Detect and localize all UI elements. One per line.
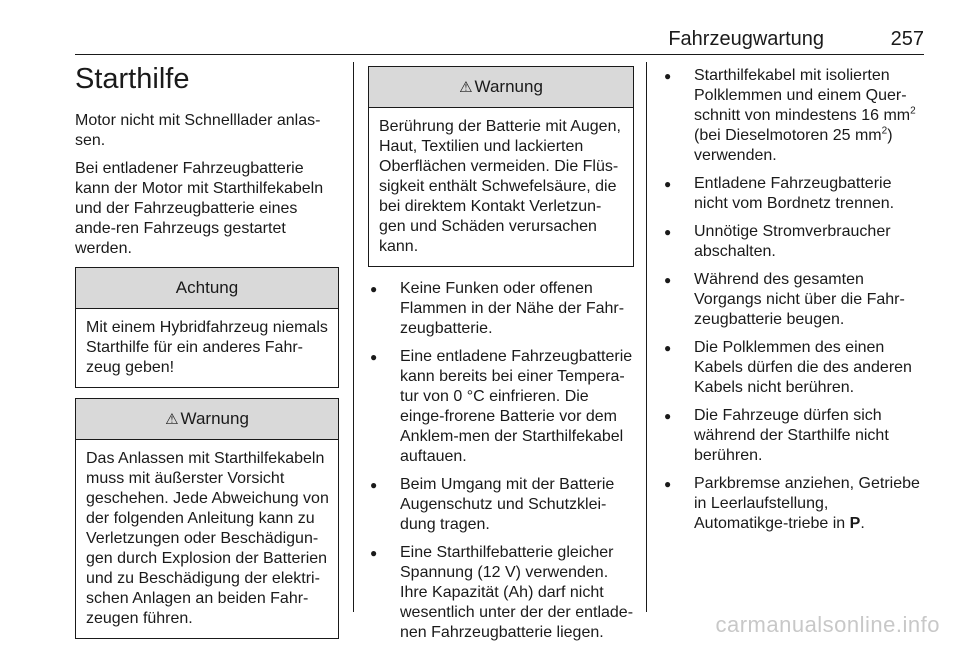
bullet-icon: ● xyxy=(664,409,672,423)
bullet-list xyxy=(662,66,924,534)
warning-triangle-icon: ⚠ xyxy=(165,411,179,428)
list-item xyxy=(662,270,924,330)
bullet-icon: ● xyxy=(370,350,378,364)
list-item xyxy=(662,174,924,214)
column-divider xyxy=(353,62,354,612)
warning-triangle-icon: ⚠ xyxy=(459,79,473,96)
notice-title: Achtung xyxy=(76,268,338,309)
column-divider xyxy=(646,62,647,612)
list-item-text: Eine Starthilfebatterie gleicher Spannung (12 V) verwenden. Ihre Kapazität (Ah) darf nicht wesentlich unter der der entlade-nen Fahrzeugbatterie liegen. xyxy=(400,544,634,641)
bullet-icon: ● xyxy=(370,282,378,296)
warning-box xyxy=(368,66,634,267)
list-item-text: Die Polklemmen des einen Kabels dürfen die des anderen Kabels nicht berühren. xyxy=(694,339,912,396)
list-item-text: Parkbremse anziehen, Getriebe in Leerlaufstellung, Automatikge-triebe in P. xyxy=(694,475,920,532)
page-header xyxy=(75,20,924,55)
bullet-icon: ● xyxy=(664,225,672,239)
bullet-icon: ● xyxy=(664,273,672,287)
column-middle xyxy=(368,62,634,651)
bullet-icon: ● xyxy=(664,69,672,83)
bullet-icon: ● xyxy=(664,177,672,191)
list-item-text: Unnötige Stromverbraucher abschalten. xyxy=(694,223,891,260)
warning-box xyxy=(75,398,339,639)
watermark: carmanualsonline.info xyxy=(715,612,940,637)
list-item-text: Beim Umgang mit der Batterie Augenschutz und Schutzklei-dung tragen. xyxy=(400,476,615,533)
warning-title xyxy=(369,67,633,108)
warning-title-label: Warnung xyxy=(474,77,543,96)
bullet-icon: ● xyxy=(664,341,672,355)
list-item-text: Eine entladene Fahrzeugbatterie kann bereits bei einer Tempera-tur von 0 °C einfrieren. Die einge-frorene Batterie vor dem Anklem-men der Starthilfekabel auftauen. xyxy=(400,348,633,465)
list-item xyxy=(662,406,924,466)
list-item-text: Keine Funken oder offenen Flammen in der Nähe der Fahr-zeugbatterie. xyxy=(400,280,625,337)
list-item-text: Die Fahrzeuge dürfen sich während der Starthilfe nicht berühren. xyxy=(694,407,889,464)
list-item-text: Starthilfekabel mit isolierten Polklemmen und einem Quer-schnitt von mindestens 16 $mm^2$ (bei Dieselmotoren 25 $mm^2$) verwenden. xyxy=(694,67,916,164)
bullet-icon: ● xyxy=(370,478,378,492)
page-number: 257 xyxy=(890,28,924,50)
list-item xyxy=(368,543,634,643)
list-item xyxy=(368,279,634,339)
list-item xyxy=(662,222,924,262)
list-item xyxy=(368,475,634,535)
paragraph: Motor nicht mit Schnelllader anlas-sen. xyxy=(75,112,321,149)
list-item xyxy=(368,347,634,467)
list-item xyxy=(662,338,924,398)
notice-body: Mit einem Hybridfahrzeug niemals Starthilfe für ein anderes Fahr-zeug geben! xyxy=(86,319,328,376)
list-item xyxy=(662,66,924,166)
paragraph: Bei entladener Fahrzeugbatterie kann der Motor mit Starthilfekabeln und der Fahrzeugbatterie eines ande-ren Fahrzeugs gestartet werden. xyxy=(75,160,324,257)
warning-title-label: Warnung xyxy=(180,409,249,428)
warning-body: Das Anlassen mit Starthilfekabeln muss mit äußerster Vorsicht geschehen. Jede Abweichung von der folgenden Anleitung kann zu Verletzungen oder Beschädigun-gen durch Explosion der Batterien und zu Beschädigung der elektri-schen Anlagen an beiden Fahr-zeugen führen. xyxy=(86,450,329,627)
column-right xyxy=(662,62,924,542)
column-left xyxy=(75,62,339,649)
bullet-list xyxy=(368,279,634,643)
list-item xyxy=(662,474,924,534)
bullet-icon: ● xyxy=(664,477,672,491)
list-item-text: Während des gesamten Vorgangs nicht über die Fahr-zeugbatterie beugen. xyxy=(694,271,905,328)
list-item-text: Entladene Fahrzeugbatterie nicht vom Bordnetz trennen. xyxy=(694,175,895,212)
section-title: Fahrzeugwartung xyxy=(668,28,824,50)
warning-title xyxy=(76,399,338,440)
bullet-icon: ● xyxy=(370,546,378,560)
notice-box xyxy=(75,267,339,388)
page-title: Starthilfe xyxy=(75,63,190,95)
warning-body: Berührung der Batterie mit Augen, Haut, Textilien und lackierten Oberflächen vermeiden. Die Flüs-sigkeit enthält Schwefelsäure, die bei direktem Kontakt Verletzun-gen und Schäden verursachen kann. xyxy=(379,118,621,255)
